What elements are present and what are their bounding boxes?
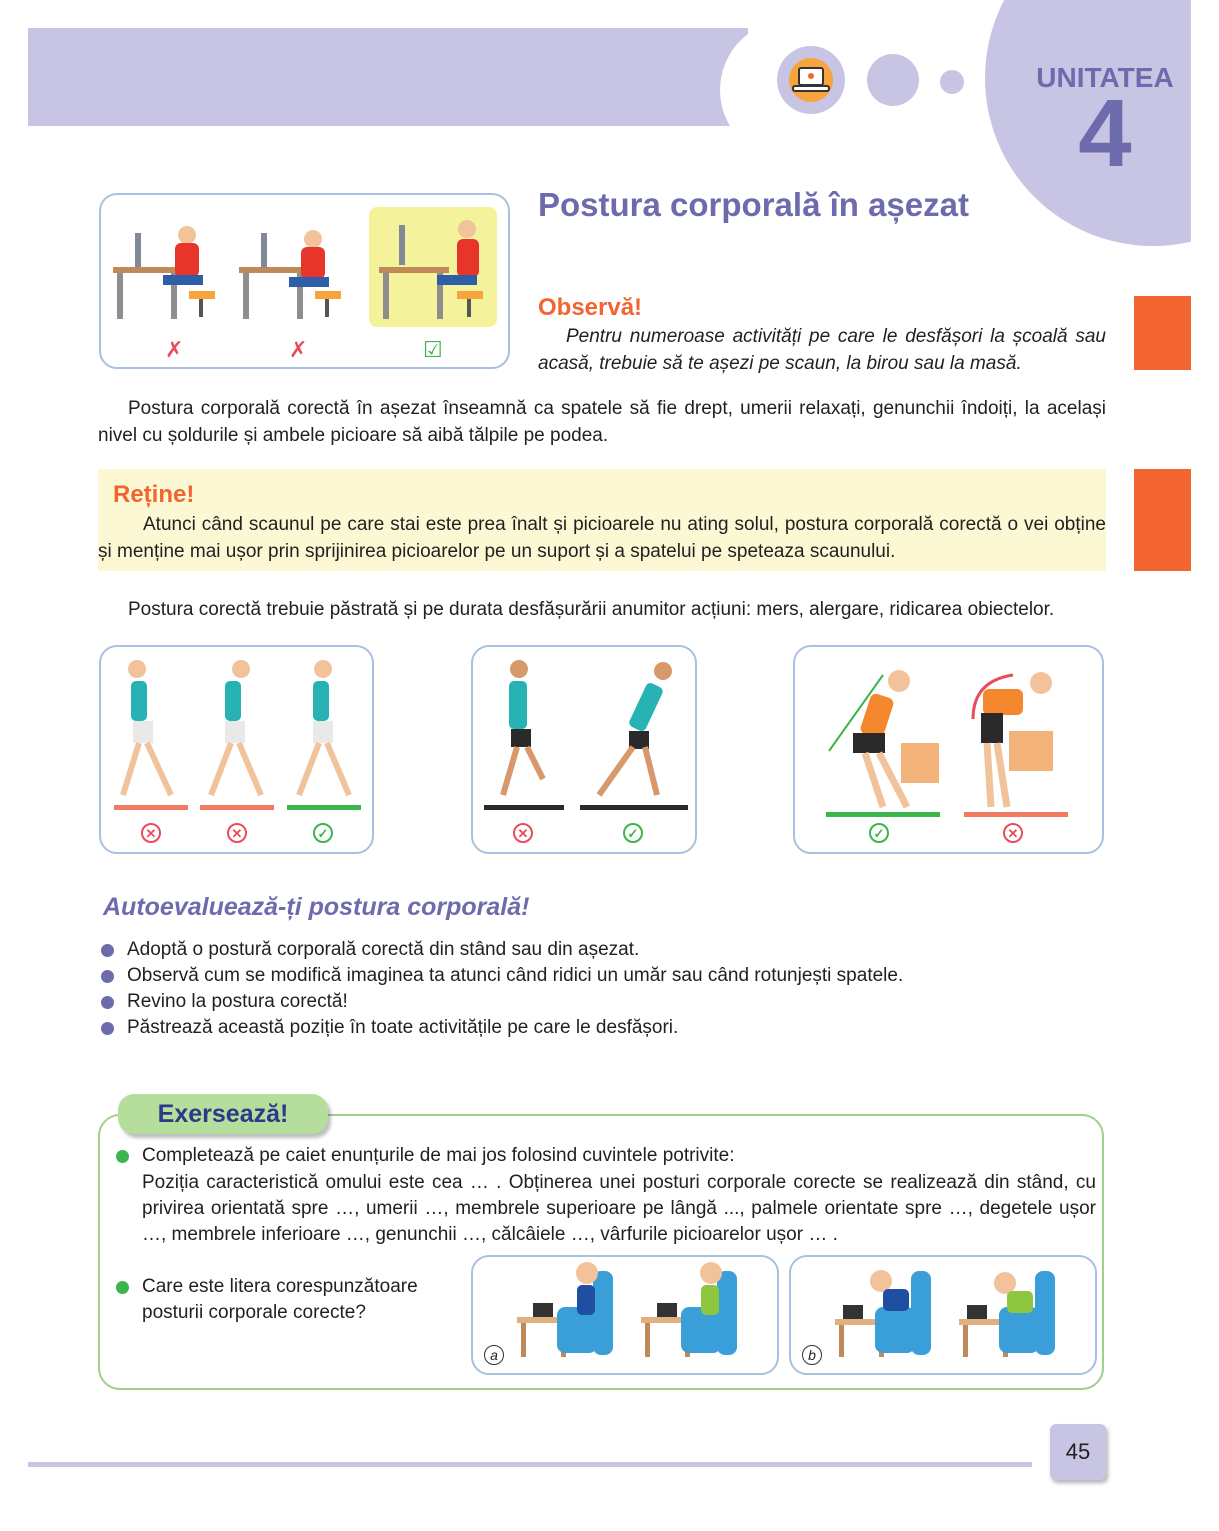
correct-icon: ✓ [623, 823, 643, 843]
header-band [28, 28, 748, 126]
unit-number: 4 [1078, 80, 1132, 187]
lifter-1 [853, 670, 939, 807]
laptop-icon [777, 46, 845, 114]
decor-dot [940, 70, 964, 94]
bullet-icon [101, 996, 114, 1009]
floor-line-green [287, 805, 361, 810]
footer-line [28, 1462, 1032, 1467]
option-b-figure[interactable] [789, 1255, 1097, 1375]
running-posture-figure [471, 645, 697, 854]
runner-1 [503, 660, 543, 795]
option-a-letter[interactable]: a [484, 1345, 504, 1365]
laptop-icon-badge [777, 46, 845, 114]
exercise-task-1-text: Poziția caracteristică omului este cea … . Obținerea unei posturi corporale corecte se realizează din stând, cu privirea orientată spre …, umerii …, membrele superioare pe lângă ..., palmele orientate spre …, degetele ușor …, membrele inferioare …, genunchii …, călcâiele …, vârfurile picioarelor ușor … . [142, 1172, 1096, 1245]
wrong-icon: ✕ [227, 823, 247, 843]
retine-text: Atunci când scaunul pe care stai este prea înalt și picioarele nu ating solul, postura corporală corectă o vei obține și menține mai ușor prin sprijinirea picioarelor pe un suport și a spatelui pe speteaza scaunului. [98, 514, 1106, 562]
lifting-posture-figure [793, 645, 1104, 854]
floor-line-red [200, 805, 274, 810]
sitting-figure-2 [239, 230, 341, 319]
retine-heading: Reține! [113, 481, 195, 508]
exercise-task-2: Care este litera corespunzătoare posturii corporale corecte? [142, 1276, 418, 1323]
floor-line-red [964, 812, 1068, 817]
page-title: Postura corporală în așezat [538, 186, 969, 223]
floor-line-red [114, 805, 188, 810]
sitting-figure-1 [113, 226, 215, 319]
side-tab [1134, 469, 1191, 571]
bullet-icon [101, 944, 114, 957]
correct-icon: ✓ [313, 823, 333, 843]
page-number: 45 [1050, 1424, 1106, 1480]
bullet-icon [101, 1022, 114, 1035]
bullet-icon [101, 970, 114, 983]
self-eval-item: Observă cum se modifică imaginea ta atunci când ridici un umăr sau când rotunjești spatele. [127, 965, 904, 986]
laptop-sitting-a [473, 1257, 777, 1373]
self-eval-item: Păstrează această poziție în toate activitățile pe care le desfășori. [127, 1017, 679, 1038]
laptop-sitting-b [791, 1257, 1095, 1373]
bullet-icon [116, 1150, 129, 1163]
intro-paragraph: Postura corporală corectă în așezat înseamnă ca spatele să fie drept, umerii relaxați, genunchii îndoiți, la același nivel cu șoldurile și ambele picioare să aibă tălpile pe podea. [98, 398, 1106, 446]
actions-paragraph: Postura corectă trebuie păstrată și pe durata desfășurării anumitor acțiuni: mers, alergare, ridicarea obiectelor. [128, 599, 1055, 620]
check-mark-icon: ☑ [423, 338, 443, 363]
wrong-mark-icon: ✗ [165, 338, 184, 363]
walker-1 [123, 660, 171, 795]
option-a-figure[interactable] [471, 1255, 779, 1375]
sitting-illustration [101, 195, 508, 367]
wrong-icon: ✕ [1003, 823, 1023, 843]
wrong-icon: ✕ [513, 823, 533, 843]
wrong-mark-icon: ✗ [289, 338, 308, 363]
sitting-posture-figure [99, 193, 510, 369]
observa-heading: Observă! [538, 294, 643, 321]
walker-2 [211, 660, 261, 795]
unit-label: UNITATEA [1036, 62, 1174, 93]
floor-line-dark [484, 805, 564, 810]
walking-illustration [101, 647, 372, 852]
observa-text: Pentru numeroase activități pe care le desfășori la școală sau acasă, trebuie să te așezi pe scaun, la birou sau la masă. [538, 326, 1106, 374]
self-eval-item: Revino la postura corectă! [127, 991, 348, 1012]
exercise-label: Exersează! [118, 1094, 328, 1134]
lifter-2 [981, 672, 1053, 807]
decor-dot [867, 54, 919, 106]
exercise-task-1: Completează pe caiet enunțurile de mai jos folosind cuvintele potrivite: [142, 1145, 735, 1166]
walking-posture-figure [99, 645, 374, 854]
floor-line-dark [580, 805, 688, 810]
floor-line-green [826, 812, 940, 817]
self-eval-title: Autoevaluează-ți postura corporală! [103, 893, 530, 921]
self-eval-item: Adoptă o postură corporală corectă din stând sau din așezat. [127, 939, 640, 960]
lifting-illustration [795, 647, 1102, 852]
walker-3 [299, 660, 349, 795]
running-illustration [473, 647, 695, 852]
side-tab [1134, 296, 1191, 370]
bullet-icon [116, 1281, 129, 1294]
option-b-letter[interactable]: b [802, 1345, 822, 1365]
correct-icon: ✓ [869, 823, 889, 843]
wrong-icon: ✕ [141, 823, 161, 843]
runner-2 [599, 662, 672, 795]
